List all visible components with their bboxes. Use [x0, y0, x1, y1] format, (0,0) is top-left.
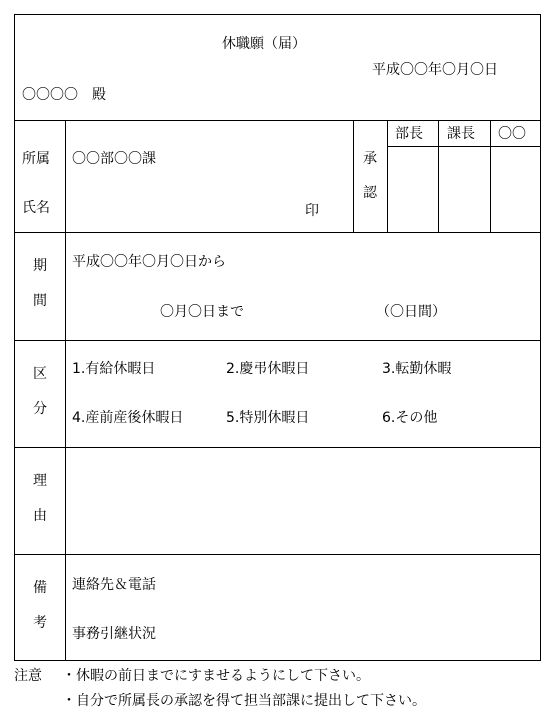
reason-label-bottom: 由	[33, 508, 47, 524]
divider-approval-header	[387, 146, 541, 147]
form-title: 休職願（届）	[222, 36, 306, 52]
notes-line-1: ・休暇の前日までにすませるようにして下さい。	[62, 668, 370, 684]
affiliation-label: 所属	[22, 151, 50, 167]
approval-col-section-head: 課長	[447, 126, 475, 142]
period-days: （〇日間）	[376, 304, 446, 320]
reason-label-top: 理	[33, 473, 47, 489]
divider-approval-label	[387, 120, 388, 232]
category-option: 5.特別休暇日	[226, 410, 310, 426]
name-label: 氏名	[22, 200, 50, 216]
addressee: 〇〇〇〇 殿	[22, 87, 106, 103]
period-label-top: 期	[33, 258, 47, 274]
category-option: 4.産前産後休暇日	[72, 410, 184, 426]
category-option: 6.その他	[382, 410, 438, 426]
notes-line-2: ・自分で所属長の承認を得て担当部課に提出して下さい。	[62, 693, 426, 709]
approval-col-department-head: 部長	[395, 126, 423, 142]
period-from: 平成〇〇年〇月〇日から	[72, 254, 226, 270]
divider-header	[14, 120, 541, 121]
category-label-top: 区	[33, 366, 47, 382]
seal-mark: 印	[305, 203, 319, 219]
remarks-label-bottom: 考	[33, 615, 47, 631]
remarks-contact: 連絡先＆電話	[72, 577, 156, 593]
divider-remarks	[14, 554, 541, 555]
divider-approval-left	[353, 120, 354, 232]
divider-period	[14, 232, 541, 233]
period-to: 〇月〇日まで	[160, 304, 244, 320]
category-label-bottom: 分	[33, 401, 47, 417]
approval-col-other: 〇〇	[498, 126, 526, 142]
divider-reason	[14, 447, 541, 448]
divider-approval-col2	[490, 120, 491, 232]
category-option: 1.有給休暇日	[72, 361, 156, 377]
divider-category	[14, 340, 541, 341]
remarks-handover: 事務引継状況	[72, 626, 156, 642]
approval-label-top: 承	[363, 151, 377, 167]
affiliation-value: 〇〇部〇〇課	[72, 151, 156, 167]
remarks-label-top: 備	[33, 580, 47, 596]
divider-label-column	[65, 120, 66, 661]
category-option: 2.慶弔休暇日	[226, 361, 310, 377]
divider-approval-col1	[438, 120, 439, 232]
form-frame	[14, 14, 541, 661]
category-option: 3.転勤休暇	[382, 361, 452, 377]
approval-label-bottom: 認	[363, 185, 377, 201]
notes-label: 注意	[14, 668, 42, 684]
form-date: 平成〇〇年〇月〇日	[372, 62, 498, 78]
period-label-bottom: 間	[33, 293, 47, 309]
